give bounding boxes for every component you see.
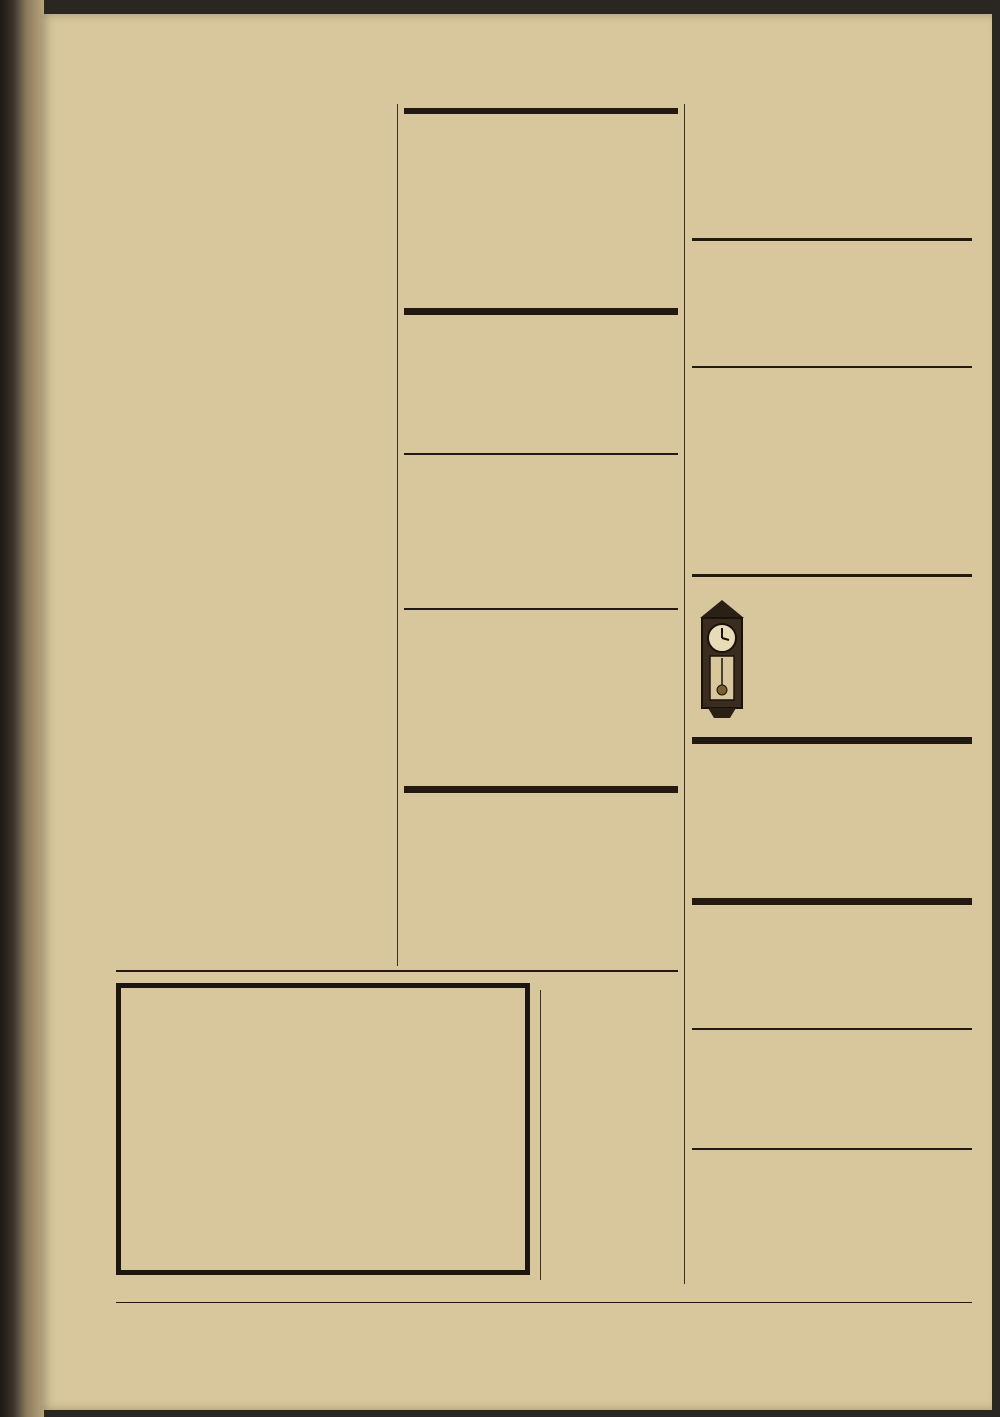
ad-nobel-gruenzfelder <box>116 983 530 1275</box>
rule <box>692 238 972 241</box>
rule <box>116 1302 972 1303</box>
rule <box>404 108 678 114</box>
rule <box>404 786 678 793</box>
column-divider <box>397 104 398 966</box>
rule <box>404 608 678 610</box>
rule <box>692 1028 972 1030</box>
rule <box>692 737 972 744</box>
rule <box>116 970 678 972</box>
book-spine-edge <box>0 0 44 1417</box>
rule <box>692 898 972 905</box>
rule <box>692 366 972 368</box>
rule <box>692 1148 972 1150</box>
wall-clock-icon <box>694 598 750 720</box>
rule <box>404 308 678 315</box>
unterliederbach-listings <box>402 800 678 802</box>
column-divider <box>684 104 685 1284</box>
column-divider <box>540 990 541 1280</box>
rule <box>692 574 972 577</box>
rule <box>404 453 678 455</box>
